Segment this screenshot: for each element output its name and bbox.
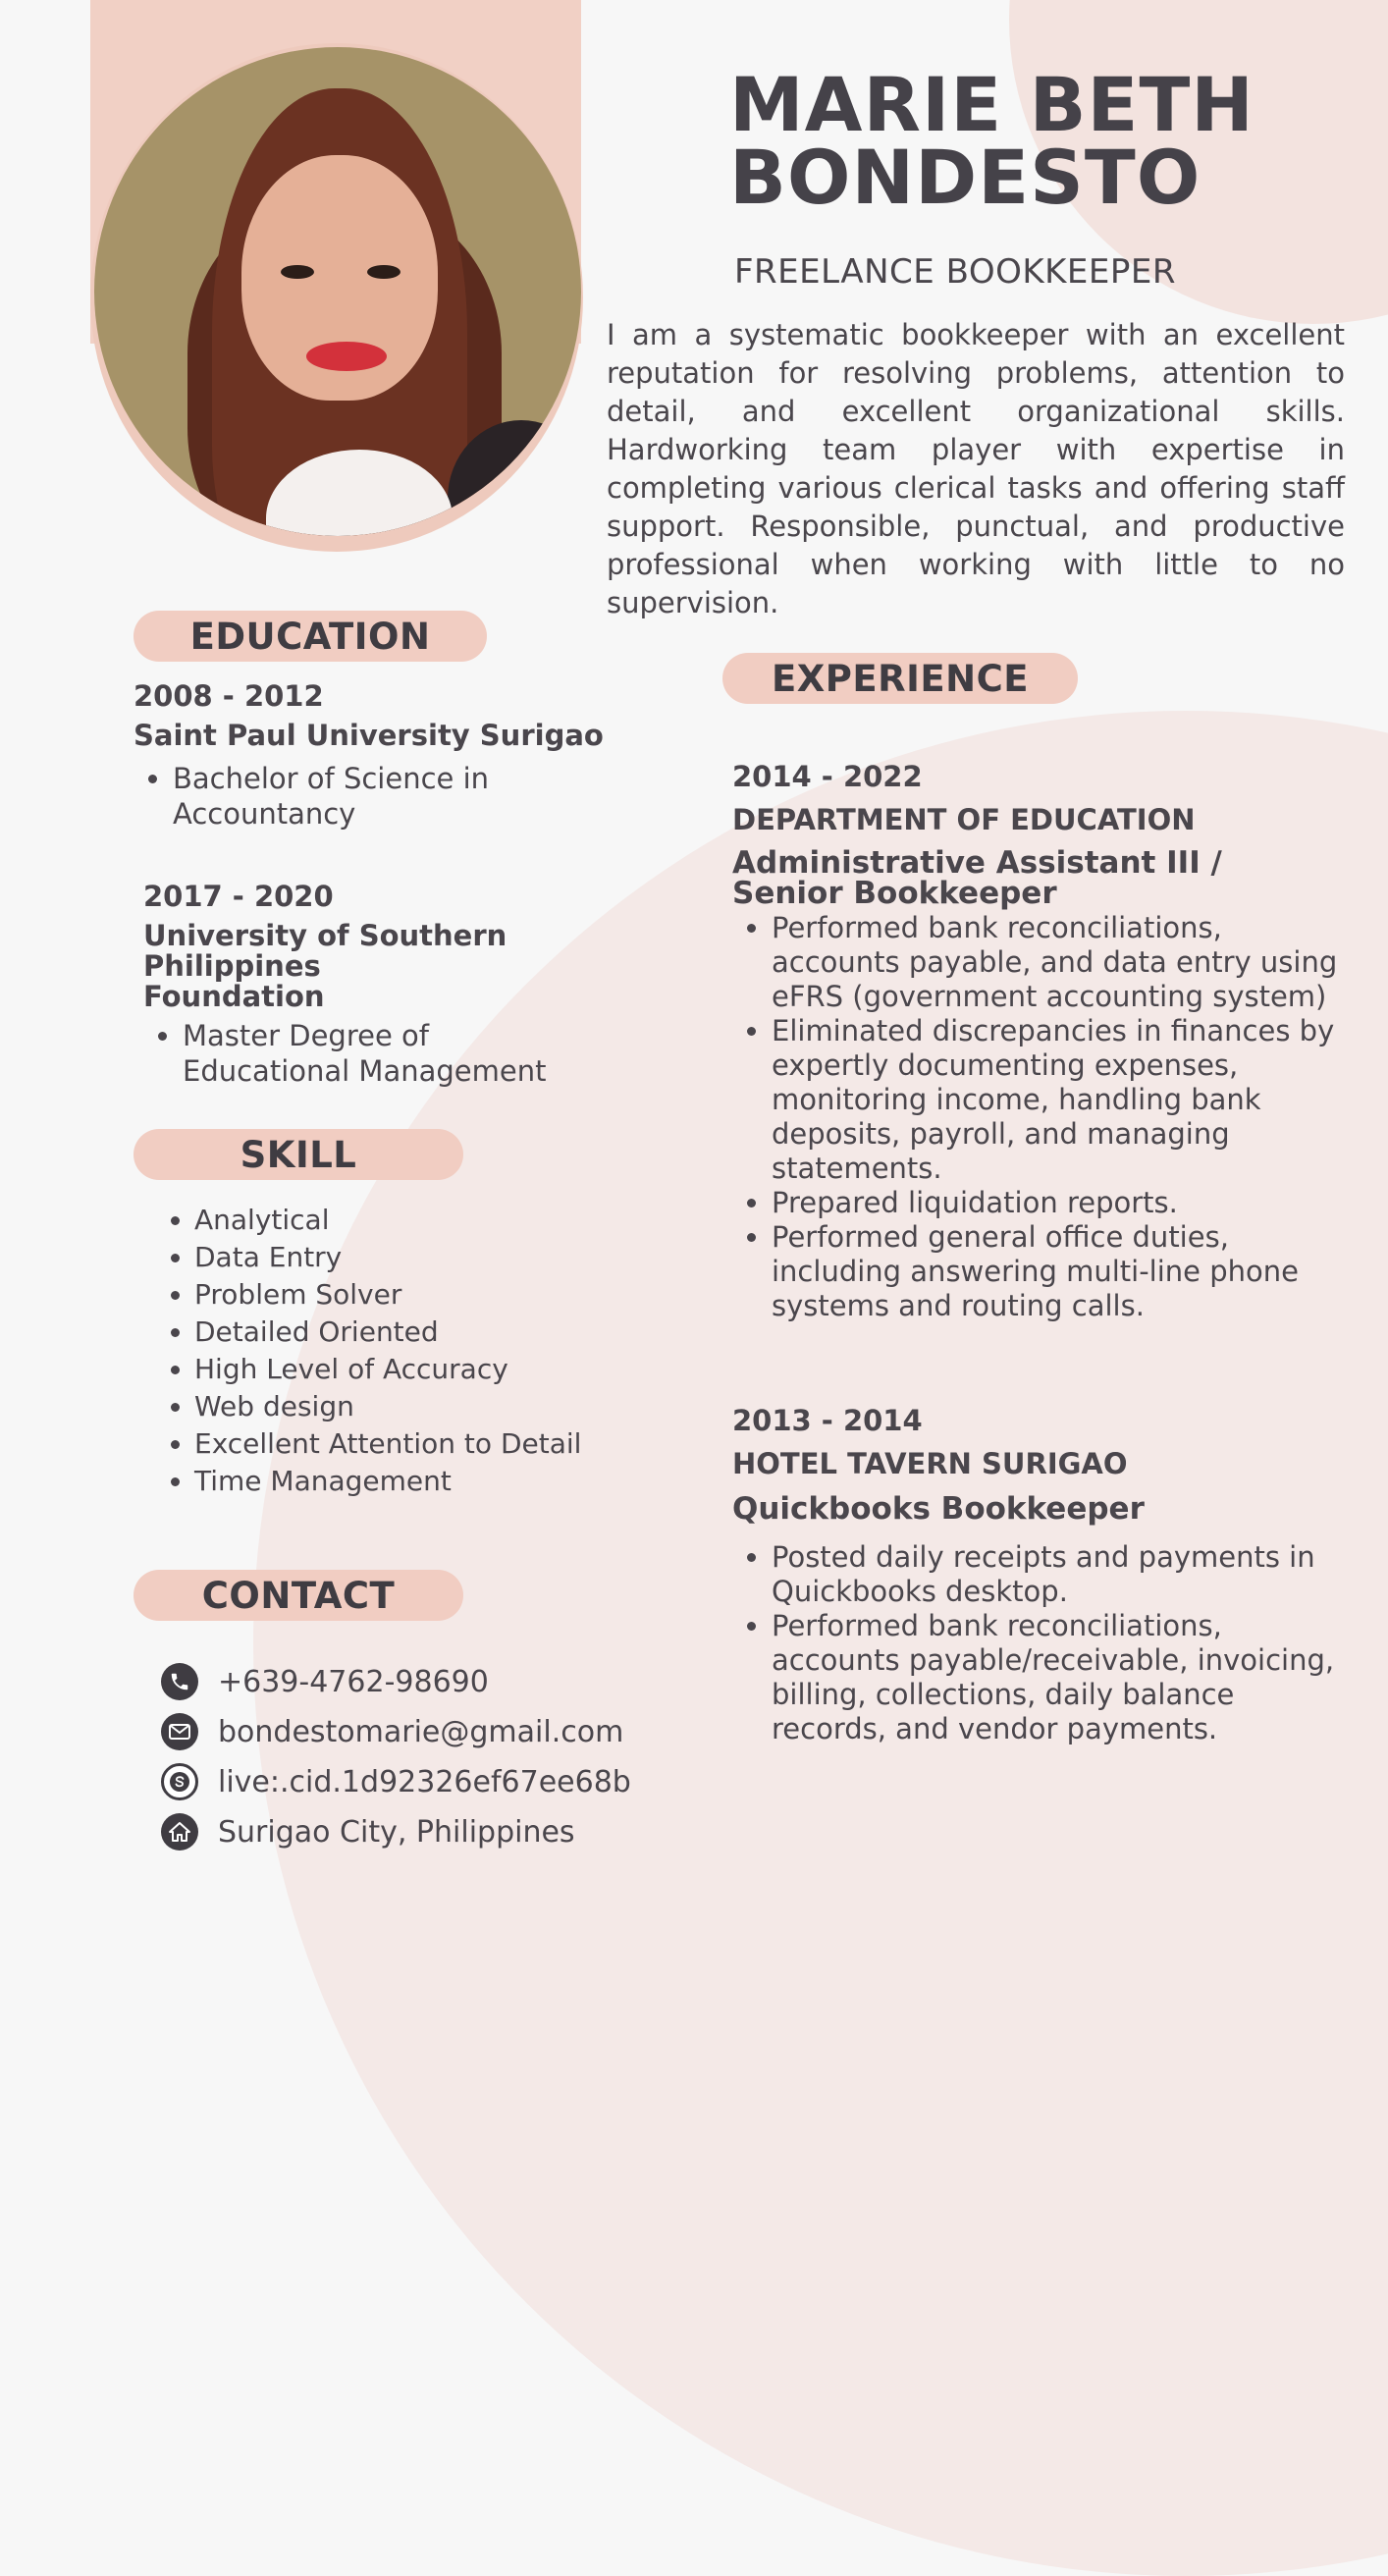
degree-line-1: Bachelor of Science in xyxy=(173,762,490,795)
education-entry xyxy=(143,880,654,1089)
experience-bullet: • Performed general office duties, including answering multi-line phone systems and routing calls. xyxy=(772,1220,1351,1323)
contact-phone-text: +639-4762-98690 xyxy=(218,1664,489,1699)
skill-item: • Problem Solver xyxy=(194,1276,607,1314)
email-icon xyxy=(161,1713,198,1750)
experience-bullets xyxy=(732,911,1351,1323)
education-years: 2017 - 2020 xyxy=(143,880,334,913)
role-line-2: Senior Bookkeeper xyxy=(732,876,1057,911)
education-entry xyxy=(133,679,644,832)
experience-org: DEPARTMENT OF EDUCATION xyxy=(732,803,1196,836)
degree-line-1: Master Degree of xyxy=(183,1019,429,1052)
school-line-1: University of Southern Philippines xyxy=(143,919,507,983)
skill-item: • Time Management xyxy=(194,1463,607,1500)
person-name xyxy=(729,61,1255,221)
contact-address xyxy=(161,1813,575,1851)
education-degree-list xyxy=(133,761,644,832)
photo-eye-right xyxy=(367,265,400,279)
contact-heading: CONTACT xyxy=(133,1570,463,1621)
experience-years: 2013 - 2014 xyxy=(732,1404,923,1437)
home-icon xyxy=(161,1813,198,1851)
education-school xyxy=(143,921,654,1012)
contact-phone xyxy=(161,1663,489,1700)
experience-bullets xyxy=(732,1540,1351,1746)
education-degree-list xyxy=(143,1018,654,1089)
experience-bullet: • Performed bank reconciliations, accounts payable, and data entry using eFRS (government accounting system) xyxy=(772,911,1351,1014)
photo-eye-left xyxy=(281,265,314,279)
phone-icon xyxy=(161,1663,198,1700)
role-line-1: Administrative Assistant III / xyxy=(732,845,1222,881)
skill-item: • Analytical xyxy=(194,1202,607,1239)
experience-heading: EXPERIENCE xyxy=(722,653,1078,704)
skill-item: • Excellent Attention to Detail xyxy=(194,1425,607,1463)
experience-entry xyxy=(732,1404,1351,1746)
job-title: FREELANCE BOOKKEEPER xyxy=(734,252,1177,292)
name-line-1: MARIE BETH xyxy=(729,61,1255,148)
profile-summary: I am a systematic bookkeeper with an excellent reputation for resolving problems, attention to detail, and excellent organizational skills. Hardworking team player with expertise in completing various clerical tasks and offering staff support. Responsible, punctual, and productive professional when working with little to no supervision. xyxy=(607,318,1345,619)
profile-photo xyxy=(94,47,581,536)
contact-email-text: bondestomarie@gmail.com xyxy=(218,1714,624,1749)
experience-years: 2014 - 2022 xyxy=(732,760,923,793)
experience-bullet: • Eliminated discrepancies in finances by expertly documenting expenses, monitoring income, handling bank deposits, payroll, and managing statements. xyxy=(772,1014,1351,1186)
skill-list xyxy=(155,1202,607,1500)
education-degree xyxy=(173,761,644,832)
skill-item: • Detailed Oriented xyxy=(194,1314,607,1351)
skill-item: • Data Entry xyxy=(194,1239,607,1276)
experience-role: Quickbooks Bookkeeper xyxy=(732,1491,1145,1527)
experience-bullet: • Performed bank reconciliations, accounts payable/receivable, invoicing, billing, collections, daily balance records, and vendor payments. xyxy=(772,1609,1351,1746)
contact-email xyxy=(161,1713,623,1750)
education-school: Saint Paul University Surigao xyxy=(133,719,604,752)
experience-role xyxy=(732,845,1351,911)
education-degree xyxy=(183,1018,654,1089)
school-line-2: Foundation xyxy=(143,980,325,1013)
degree-line-2: Educational Management xyxy=(183,1054,547,1088)
experience-entry xyxy=(732,760,1351,1323)
contact-address-text: Surigao City, Philippines xyxy=(218,1814,575,1850)
education-years: 2008 - 2012 xyxy=(133,679,324,713)
skill-heading: SKILL xyxy=(133,1129,463,1180)
photo-lips xyxy=(306,342,387,371)
skype-icon xyxy=(161,1763,198,1800)
degree-line-2: Accountancy xyxy=(173,797,356,831)
contact-skype xyxy=(161,1763,631,1800)
education-heading: EDUCATION xyxy=(133,611,487,662)
name-line-2: BONDESTO xyxy=(729,134,1201,221)
skill-item: • High Level of Accuracy xyxy=(194,1351,607,1388)
contact-skype-text: live:.cid.1d92326ef67ee68b xyxy=(218,1764,631,1799)
experience-bullet: • Posted daily receipts and payments in Quickbooks desktop. xyxy=(772,1540,1351,1609)
skill-item: • Web design xyxy=(194,1388,607,1425)
experience-bullet: • Prepared liquidation reports. xyxy=(772,1186,1351,1220)
experience-org: HOTEL TAVERN SURIGAO xyxy=(732,1447,1128,1480)
